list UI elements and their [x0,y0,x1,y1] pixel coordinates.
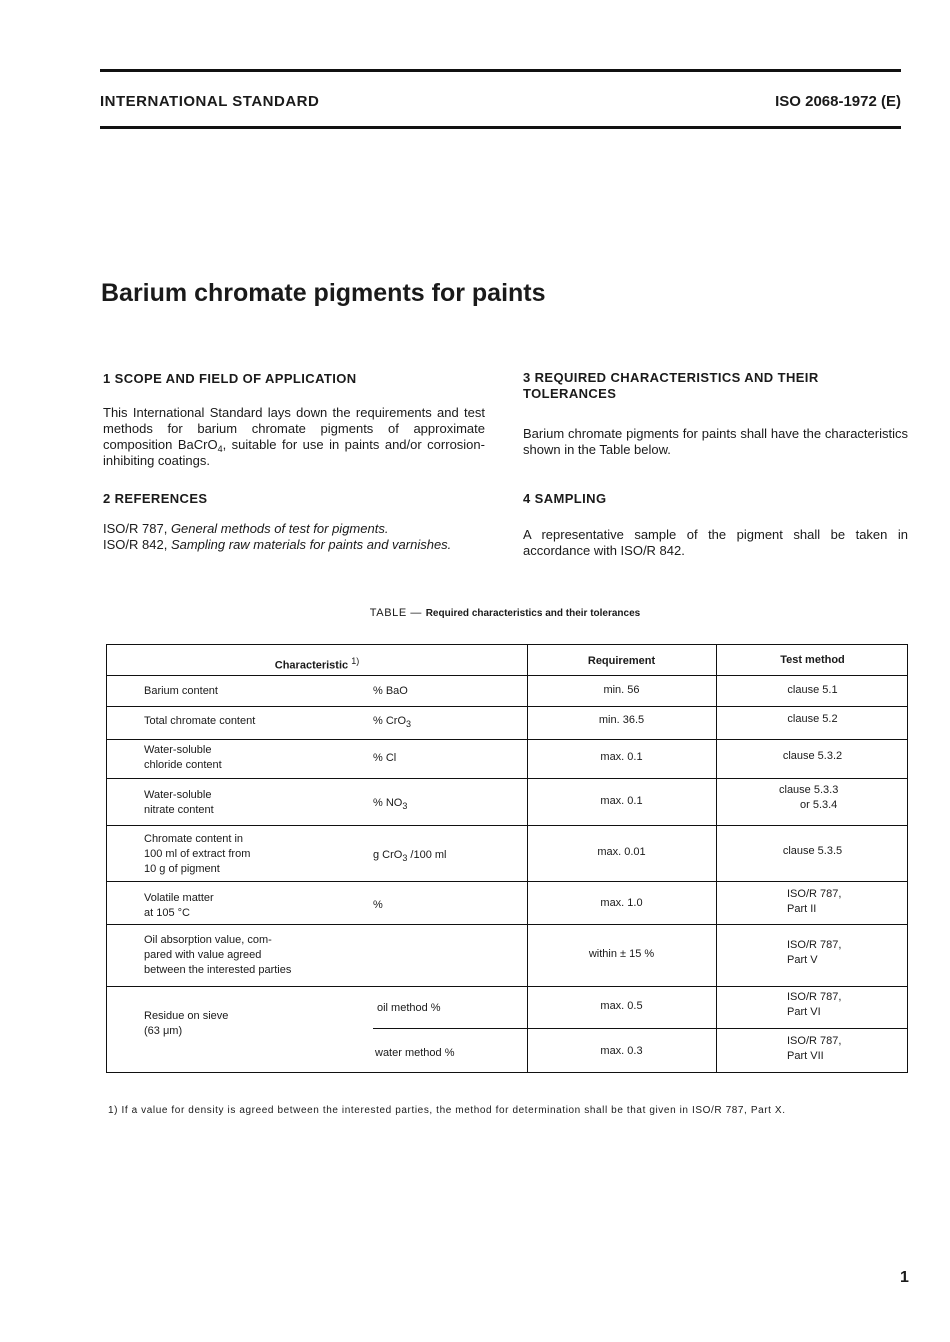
requirement-cell: max. 0.1 [600,751,643,763]
standard-number: ISO 2068-1972 (E) [775,93,901,110]
requirement-cell: max. 0.1 [600,795,643,807]
test-method-cell: ISO/R 787, Part VI [787,991,842,1018]
requirement-cell: max. 0.5 [600,1000,643,1012]
table-row-divider [107,924,907,925]
requirement-cell: max. 0.3 [600,1045,643,1057]
reference-item: ISO/R 787, General methods of test for pigments. [103,521,389,536]
section-references [103,491,485,553]
characteristic-label: Barium content [144,685,218,697]
characteristic-label: Residue on sieve (63 μm) [144,1010,229,1037]
unit-cell: oil method % [377,1002,441,1014]
table-row-divider [107,778,907,779]
page-number: 1 [900,1269,909,1286]
requirement-cell: min. 36.5 [598,714,645,726]
test-method-cell: clause 5.3.5 [782,845,843,857]
requirement-cell: min. 56 [603,684,640,696]
requirement-cell: max. 0.01 [597,846,646,858]
section-scope-heading: 1 SCOPE AND FIELD OF APPLICATION [103,371,357,386]
section-sampling [523,491,908,559]
test-method-cell: ISO/R 787, Part VII [787,1035,842,1062]
characteristic-label: Total chromate content [144,715,256,727]
table-subrow-divider [373,1028,907,1029]
header-bottom-rule [100,126,901,129]
test-method-cell: clause 5.3.3 or 5.3.4 [779,784,839,811]
characteristic-label: Volatile matter at 105 °C [144,892,214,919]
section-scope [103,371,485,469]
unit-cell: % BaO [373,685,408,697]
unit-cell: water method % [375,1047,455,1059]
table-row-divider [107,986,907,987]
unit-cell: g CrO$_3$ /100 ml [373,849,447,863]
section-required-characteristics-heading: 3 REQUIRED CHARACTERISTICS AND THEIR TOLERANCES [523,370,819,401]
header-requirement: Requirement [587,655,656,667]
test-method-cell: clause 5.2 [787,713,838,725]
unit-cell: % $NO_3$ [373,797,408,811]
table-row-divider [107,881,907,882]
unit-cell: % CrO$_3$ [373,715,412,729]
header-top-rule [100,69,901,72]
table-row-divider [107,739,907,740]
section-sampling-heading: 4 SAMPLING [523,491,607,506]
section-sampling-text: A representative sample of the pigment shall be taken in accordance with ISO/R 842. [523,527,908,558]
characteristic-label: Water-soluble chloride content [144,744,222,771]
unit-cell: % Cl [373,752,397,764]
document-title: Barium chromate pigments for paints [101,279,546,307]
header-test-method: Test method [780,654,845,666]
table-row-divider [107,706,907,707]
characteristic-label: Water-soluble nitrate content [144,789,214,816]
test-method-cell: ISO/R 787, Part V [787,939,842,966]
table-row-divider [107,675,907,676]
section-scope-text: This International Standard lays down the requirements and test methods for barium chromate pigments of approximate composition BaCrO$_4$, suitable for use in paints and/or corrosion-inhibiting coatings. [103,405,485,468]
section-required-characteristics-text: Barium chromate pigments for paints shall have the characteristics shown in the Table below. [523,426,908,457]
table-footnote: 1) If a value for density is agreed between the interested parties, the method for determination shall be that given in ISO/R 787, Part X. [108,1105,786,1116]
test-method-cell: ISO/R 787, Part II [787,888,842,915]
characteristics-table [106,644,908,1073]
section-references-heading: 2 REFERENCES [103,491,208,506]
test-method-cell: clause 5.3.2 [782,750,843,762]
characteristic-label: Oil absorption value, com- pared with value agreed between the interested parties [144,934,292,976]
table-caption: TABLE — Required characteristics and their tolerances [369,607,641,619]
reference-item: ISO/R 842, Sampling raw materials for paints and varnishes. [103,537,452,552]
table-row-divider [107,825,907,826]
document-type-label: INTERNATIONAL STANDARD [100,93,320,110]
unit-cell: % [373,899,383,911]
requirement-cell: max. 1.0 [600,897,643,909]
test-method-cell: clause 5.1 [787,684,838,696]
requirement-cell: within ± 15 % [588,948,655,960]
header-characteristic: Characteristic $^{1)}$ [274,656,360,672]
section-required-characteristics [523,370,908,458]
characteristic-label: Chromate content in 100 ml of extract from 10 g of pigment [144,833,251,875]
